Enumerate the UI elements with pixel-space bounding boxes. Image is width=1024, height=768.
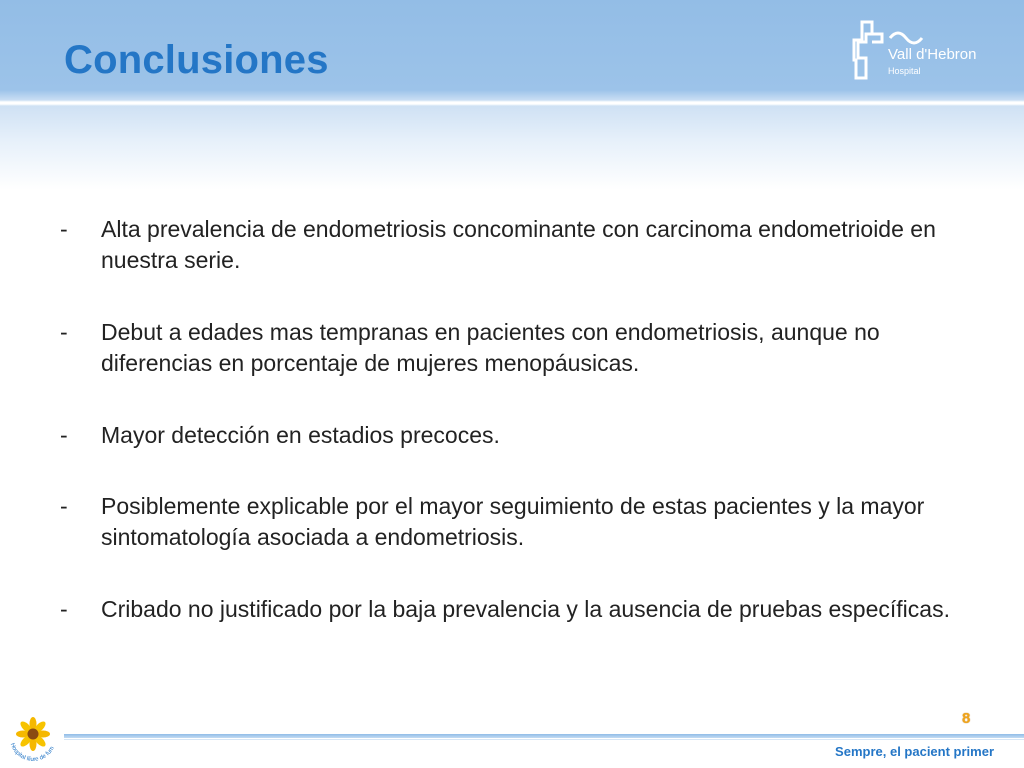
- bullet-text: Alta prevalencia de endometriosis concominante con carcinoma endometrioide en nuestra serie.: [101, 216, 936, 273]
- bullet-marker: -: [60, 319, 68, 345]
- list-item: [60, 214, 960, 276]
- list-item: [60, 491, 960, 553]
- bullet-text: Debut a edades mas tempranas en pacientes con endometriosis, aunque no diferencias en porcentaje de mujeres menopáusicas.: [101, 319, 880, 376]
- flower-caption: Hospital lliure de fum: [8, 742, 56, 762]
- sunflower-icon: [6, 714, 60, 762]
- bullet-marker: -: [60, 422, 68, 448]
- wave-icon: [886, 20, 1024, 46]
- bullet-text: Cribado no justificado por la baja prevalencia y la ausencia de pruebas específicas.: [101, 596, 950, 622]
- slide-title: Conclusiones: [64, 38, 329, 82]
- hospital-logo: [852, 20, 992, 82]
- bullet-text: Posiblemente explicable por el mayor seguimiento de estas pacientes y la mayor sintomatología asociada a endometriosis.: [101, 493, 925, 550]
- list-item: [60, 420, 960, 451]
- conclusions-list: [60, 214, 960, 666]
- list-item: [60, 317, 960, 379]
- list-item: [60, 594, 960, 625]
- vall-dhebron-cross-icon: [852, 20, 888, 80]
- bullet-marker: -: [60, 493, 68, 519]
- footer-divider: [64, 734, 1024, 738]
- footer-divider-thin: [64, 739, 1024, 740]
- footer-slogan: Sempre, el pacient primer: [835, 744, 994, 759]
- page-number: 8: [962, 710, 971, 727]
- logo-subtitle: Hospital: [888, 66, 921, 76]
- logo-name: Vall d'Hebron: [888, 46, 977, 63]
- bullet-marker: -: [60, 216, 68, 242]
- smoke-free-logo: [6, 714, 60, 762]
- bullet-text: Mayor detección en estadios precoces.: [101, 422, 500, 448]
- bullet-marker: -: [60, 596, 68, 622]
